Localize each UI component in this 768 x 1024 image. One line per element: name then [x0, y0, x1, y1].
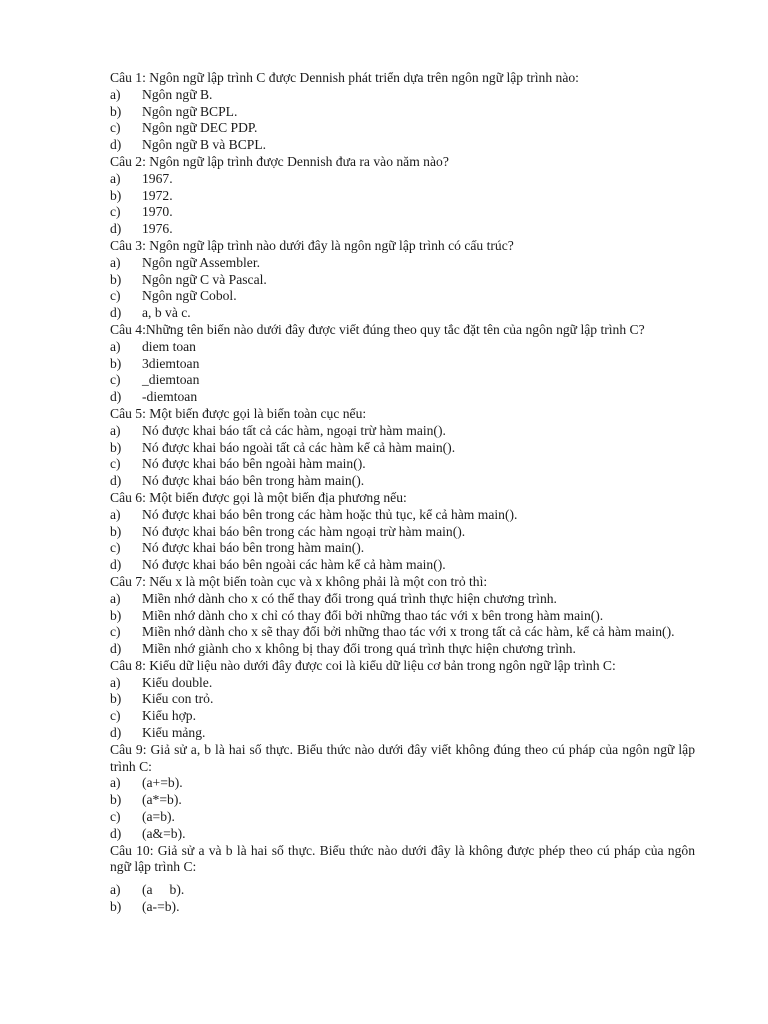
- question-1-option: [110, 120, 695, 137]
- option-text: Nó được khai báo ngoài tất cả các hàm kể cả hàm main().: [142, 439, 456, 455]
- option-label: a): [110, 170, 121, 186]
- option-text: Miền nhớ giành cho x không bị thay đổi trong quá trình thực hiện chương trình.: [142, 641, 576, 657]
- question-8-option: [110, 675, 695, 692]
- question-4-option: [110, 356, 695, 373]
- option-text: Nó được khai báo bên trong các hàm ngoại trừ hàm main().: [142, 523, 466, 539]
- option-text: Nó được khai báo bên trong hàm main().: [142, 473, 365, 489]
- option-text: 1970.: [142, 204, 173, 220]
- question-4-option: [110, 372, 695, 389]
- question-2-option: [110, 171, 695, 188]
- option-label: b): [110, 439, 122, 455]
- question-6-option: [110, 507, 695, 524]
- option-text: Miền nhớ dành cho x chỉ có thay đổi bởi những thao tác với x bên trong hàm main().: [142, 607, 604, 623]
- option-text: 1967.: [142, 170, 173, 186]
- option-label: c): [110, 624, 121, 640]
- question-3-option: [110, 305, 695, 322]
- question-2: Câu 2: Ngôn ngữ lập trình được Dennish đưa ra vào năm nào?: [110, 153, 449, 169]
- option-text: Kiểu hợp.: [142, 708, 197, 724]
- question-10: Câu 10: Giả sử a và b là hai số thực. Biểu thức nào dưới đây là không được phép theo cú pháp của ngôn ngữ lập trình C:: [110, 842, 695, 875]
- question-3-option: [110, 255, 695, 272]
- option-label: b): [110, 187, 122, 203]
- option-text: Ngôn ngữ C và Pascal.: [142, 271, 267, 287]
- question-9: Câu 9: Giả sử a, b là hai số thực. Biểu thức nào dưới đây viết không đúng theo cú pháp của ngôn ngữ lập trình C:: [110, 741, 695, 774]
- option-label: d): [110, 825, 122, 841]
- option-text: Ngôn ngữ B và BCPL.: [142, 137, 267, 153]
- option-label: c): [110, 288, 121, 304]
- question-6-option: [110, 557, 695, 574]
- option-label: d): [110, 641, 122, 657]
- option-text: (a b).: [142, 882, 185, 898]
- question-4: Câu 4:Những tên biến nào dưới đây được viết đúng theo quy tắc đặt tên của ngôn ngữ lập trình C?: [110, 321, 645, 337]
- question-5-option: [110, 456, 695, 473]
- question-8-option: [110, 708, 695, 725]
- question-3: Câu 3: Ngôn ngữ lập trình nào dưới đây là ngôn ngữ lập trình có cấu trúc?: [110, 237, 514, 253]
- option-label: a): [110, 254, 121, 270]
- question-6: Câu 6: Một biến được gọi là một biến địa phương nếu:: [110, 489, 407, 505]
- option-text: Ngôn ngữ Assembler.: [142, 254, 261, 270]
- option-text: Ngôn ngữ Cobol.: [142, 288, 237, 304]
- option-text: Miền nhớ dành cho x sẽ thay đổi bởi những thao tác với x trong tất cả các hàm, kể cả hàm main().: [142, 624, 675, 640]
- option-text: _diemtoan: [142, 372, 200, 388]
- option-text: Ngôn ngữ BCPL.: [142, 103, 238, 119]
- option-text: (a&=b).: [142, 825, 186, 841]
- option-label: d): [110, 305, 122, 321]
- option-label: b): [110, 691, 122, 707]
- question-8-option: [110, 691, 695, 708]
- question-8: Câu 8: Kiểu dữ liệu nào dưới đây được coi là kiểu dữ liệu cơ bản trong ngôn ngữ lập trình C:: [110, 657, 616, 673]
- question-5: Câu 5: Một biến được gọi là biến toàn cục nếu:: [110, 405, 367, 421]
- option-text: Nó được khai báo tất cả các hàm, ngoại trừ hàm main().: [142, 422, 446, 438]
- question-2-option: [110, 204, 695, 221]
- option-text: Kiểu mảng.: [142, 725, 206, 741]
- option-text: a, b và c.: [142, 305, 191, 321]
- option-text: Miền nhớ dành cho x có thể thay đổi trong quá trình thực hiện chương trình.: [142, 590, 557, 606]
- option-text: (a*=b).: [142, 792, 182, 808]
- question-2-option: [110, 221, 695, 238]
- option-label: d): [110, 473, 122, 489]
- option-text: Ngôn ngữ B.: [142, 86, 213, 102]
- option-label: d): [110, 137, 122, 153]
- question-4-option: [110, 339, 695, 356]
- question-1-option: [110, 104, 695, 121]
- question-1: Câu 1: Ngôn ngữ lập trình C được Dennish phát triển dựa trên ngôn ngữ lập trình nào:: [110, 70, 579, 85]
- option-label: a): [110, 86, 121, 102]
- question-2-option: [110, 188, 695, 205]
- question-3-option: [110, 288, 695, 305]
- option-text: Ngôn ngữ DEC PDP.: [142, 120, 258, 136]
- option-label: d): [110, 221, 122, 237]
- option-label: a): [110, 338, 121, 354]
- option-label: b): [110, 523, 122, 539]
- question-8-option: [110, 725, 695, 742]
- option-label: b): [110, 355, 122, 371]
- option-label: a): [110, 422, 121, 438]
- option-label: b): [110, 792, 122, 808]
- option-text: 1976.: [142, 221, 173, 237]
- question-9-option: [110, 826, 695, 843]
- option-text: (a=b).: [142, 809, 175, 825]
- question-1-option: [110, 137, 695, 154]
- option-label: c): [110, 372, 121, 388]
- option-text: 3diemtoan: [142, 355, 200, 371]
- question-1-option: [110, 87, 695, 104]
- option-label: d): [110, 389, 122, 405]
- option-label: c): [110, 708, 121, 724]
- option-text: (a-=b).: [142, 899, 180, 915]
- question-10-option: [110, 882, 695, 899]
- question-4-option: [110, 389, 695, 406]
- question-7-option: [110, 591, 695, 608]
- option-label: d): [110, 557, 122, 573]
- option-text: diem toan: [142, 338, 196, 354]
- option-label: c): [110, 120, 121, 136]
- question-5-option: [110, 440, 695, 457]
- question-6-option: [110, 540, 695, 557]
- option-label: b): [110, 271, 122, 287]
- question-9-option: [110, 792, 695, 809]
- option-label: b): [110, 607, 122, 623]
- option-text: -diemtoan: [142, 389, 198, 405]
- question-7-option: [110, 641, 695, 658]
- option-label: a): [110, 674, 121, 690]
- question-9-option: [110, 809, 695, 826]
- question-7: Câu 7: Nếu x là một biến toàn cục và x không phải là một con trỏ thì:: [110, 573, 488, 589]
- option-text: Nó được khai báo bên trong các hàm hoặc thủ tục, kể cả hàm main().: [142, 506, 518, 522]
- question-6-option: [110, 524, 695, 541]
- question-5-option: [110, 423, 695, 440]
- option-text: Nó được khai báo bên ngoài hàm main().: [142, 456, 366, 472]
- option-label: a): [110, 506, 121, 522]
- option-label: c): [110, 809, 121, 825]
- option-label: a): [110, 775, 121, 791]
- option-text: (a+=b).: [142, 775, 183, 791]
- option-label: b): [110, 899, 122, 915]
- question-3-option: [110, 272, 695, 289]
- question-5-option: [110, 473, 695, 490]
- document-body: [110, 70, 695, 916]
- option-label: a): [110, 590, 121, 606]
- question-10-option: [110, 899, 695, 916]
- option-text: Nó được khai báo bên ngoài các hàm kể cả hàm main().: [142, 557, 446, 573]
- option-label: c): [110, 204, 121, 220]
- option-label: a): [110, 882, 121, 898]
- option-text: Kiểu con trỏ.: [142, 691, 214, 707]
- question-9-option: [110, 775, 695, 792]
- question-7-option: [110, 624, 695, 641]
- option-label: c): [110, 456, 121, 472]
- option-label: c): [110, 540, 121, 556]
- option-text: Nó được khai báo bên trong hàm main().: [142, 540, 365, 556]
- option-label: b): [110, 103, 122, 119]
- question-7-option: [110, 608, 695, 625]
- option-text: 1972.: [142, 187, 173, 203]
- option-text: Kiểu double.: [142, 674, 213, 690]
- option-label: d): [110, 725, 122, 741]
